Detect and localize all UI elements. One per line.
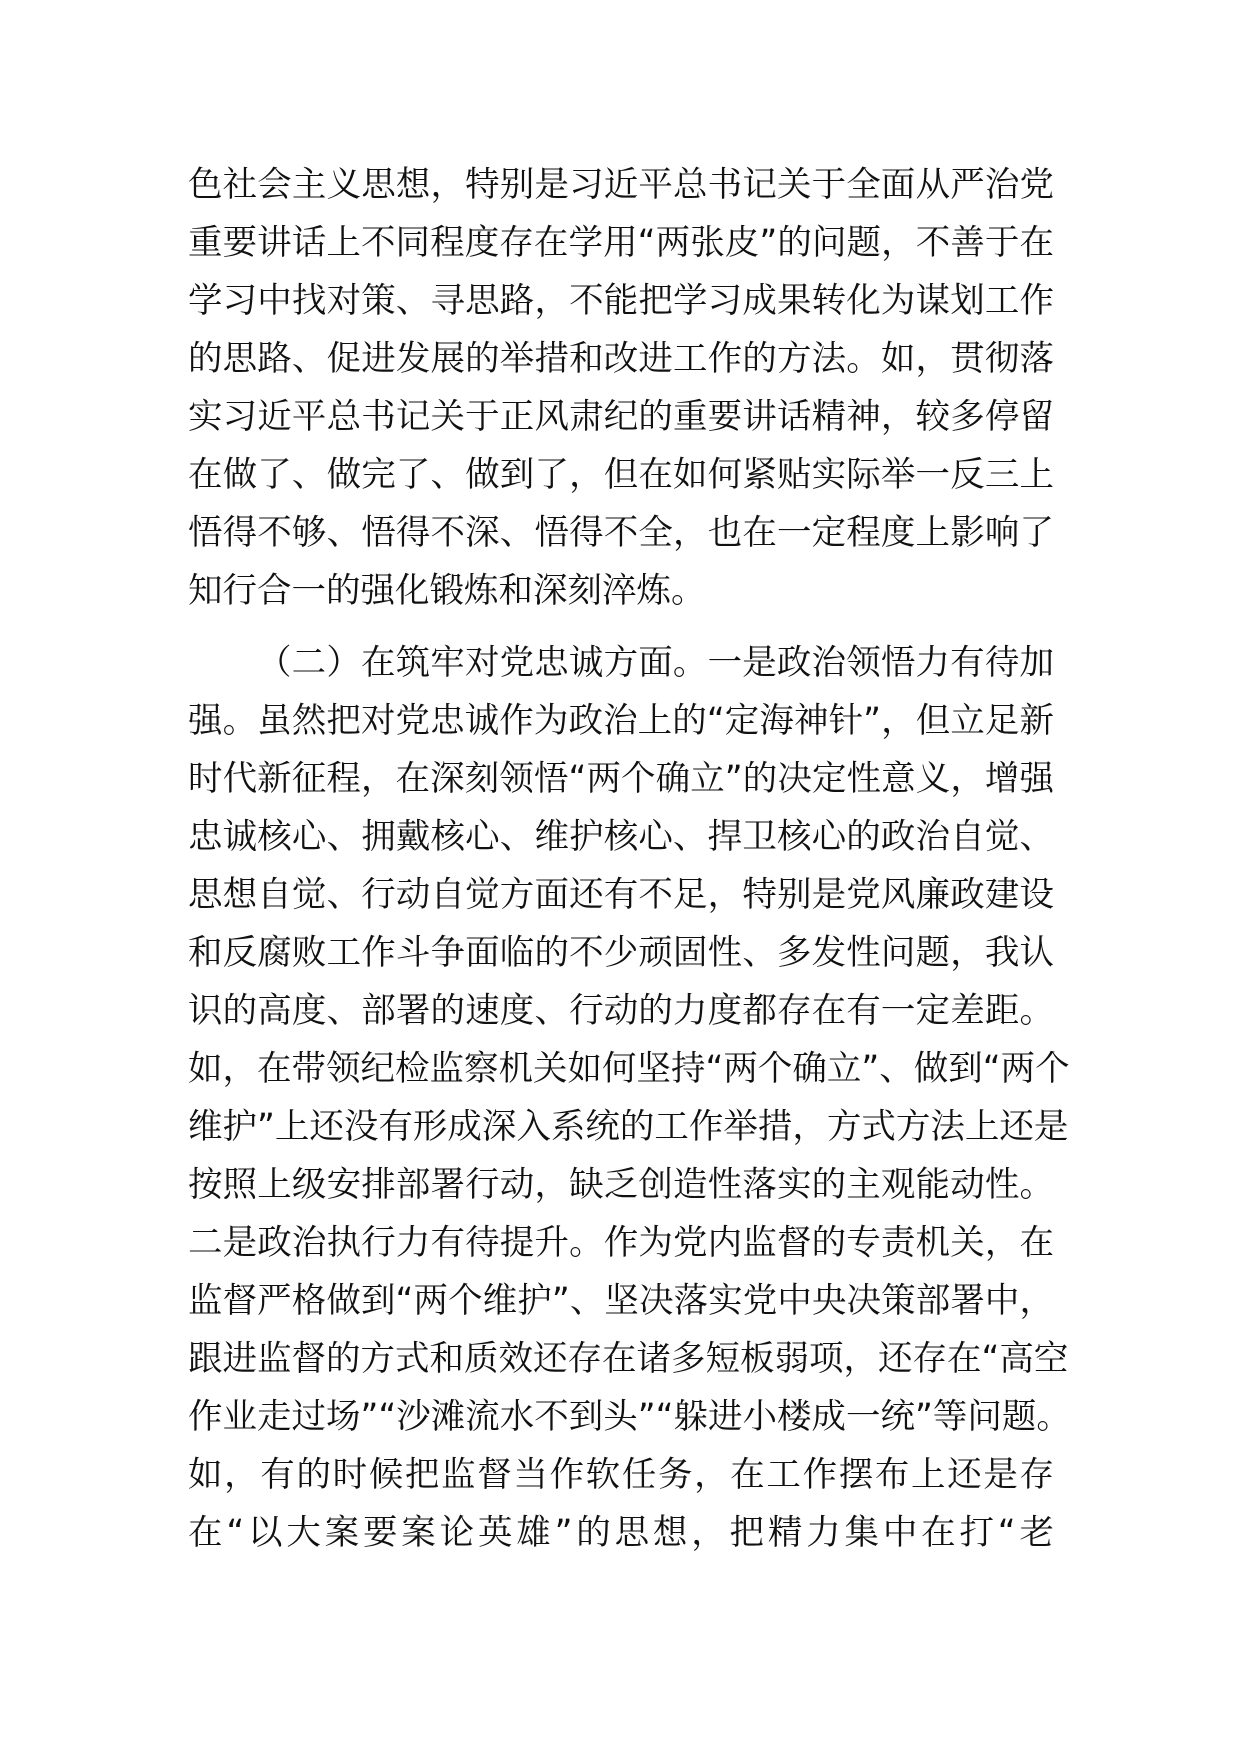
text-line: 色社会主义思想，特别是习近平总书记关于全面从严治党 bbox=[188, 165, 1054, 205]
paragraph-2 bbox=[188, 634, 1071, 1562]
text-line: 时代新征程，在深刻领悟“两个确立”的决定性意义，增强 bbox=[188, 759, 1054, 799]
text-line: 作业走过场”“沙滩流水不到头”“躲进小楼成一统”等问题。 bbox=[188, 1397, 1071, 1437]
paragraph-1 bbox=[188, 156, 1054, 620]
text-line-first-indented: （二）在筑牢对党忠诚方面。一是政治领悟力有待加 bbox=[257, 643, 1054, 683]
text-line: 在做了、做完了、做到了，但在如何紧贴实际举一反三上 bbox=[188, 455, 1054, 495]
text-line: 重要讲话上不同程度存在学用“两张皮”的问题，不善于在 bbox=[188, 223, 1054, 263]
text-line: 的思路、促进发展的举措和改进工作的方法。如，贯彻落 bbox=[188, 339, 1054, 379]
text-line: 如，在带领纪检监察机关如何坚持“两个确立”、做到“两个 bbox=[188, 1049, 1070, 1089]
text-line: 和反腐败工作斗争面临的不少顽固性、多发性问题，我认 bbox=[188, 933, 1054, 973]
text-line: 如，有的时候把监督当作软任务，在工作摆布上还是存 bbox=[188, 1455, 1054, 1495]
body-text bbox=[188, 156, 1071, 1562]
text-line: 维护”上还没有形成深入系统的工作举措，方式方法上还是 bbox=[188, 1107, 1069, 1147]
text-line: 监督严格做到“两个维护”、坚决落实党中央决策部署中， bbox=[188, 1281, 1054, 1321]
text-line: 二是政治执行力有待提升。作为党内监督的专责机关，在 bbox=[188, 1223, 1054, 1263]
text-line: 识的高度、部署的速度、行动的力度都存在有一定差距。 bbox=[188, 991, 1054, 1031]
text-line: 强。虽然把对党忠诚作为政治上的“定海神针”，但立足新 bbox=[188, 701, 1054, 741]
text-line-last: 知行合一的强化锻炼和深刻淬炼。 bbox=[188, 571, 706, 611]
text-line: 思想自觉、行动自觉方面还有不足，特别是党风廉政建设 bbox=[188, 875, 1054, 915]
text-line: 悟得不够、悟得不深、悟得不全，也在一定程度上影响了 bbox=[188, 513, 1054, 553]
text-line: 在“以大案要案论英雄”的思想，把精力集中在打“老 bbox=[188, 1513, 1054, 1553]
text-line: 按照上级安排部署行动，缺乏创造性落实的主观能动性。 bbox=[188, 1165, 1054, 1205]
text-line: 忠诚核心、拥戴核心、维护核心、捍卫核心的政治自觉、 bbox=[188, 817, 1054, 857]
text-line: 跟进监督的方式和质效还存在诸多短板弱项，还存在“高空 bbox=[188, 1339, 1069, 1379]
paragraph-spacer bbox=[188, 620, 1054, 634]
text-line: 实习近平总书记关于正风肃纪的重要讲话精神，较多停留 bbox=[188, 397, 1054, 437]
text-line: 学习中找对策、寻思路，不能把学习成果转化为谋划工作 bbox=[188, 281, 1054, 321]
